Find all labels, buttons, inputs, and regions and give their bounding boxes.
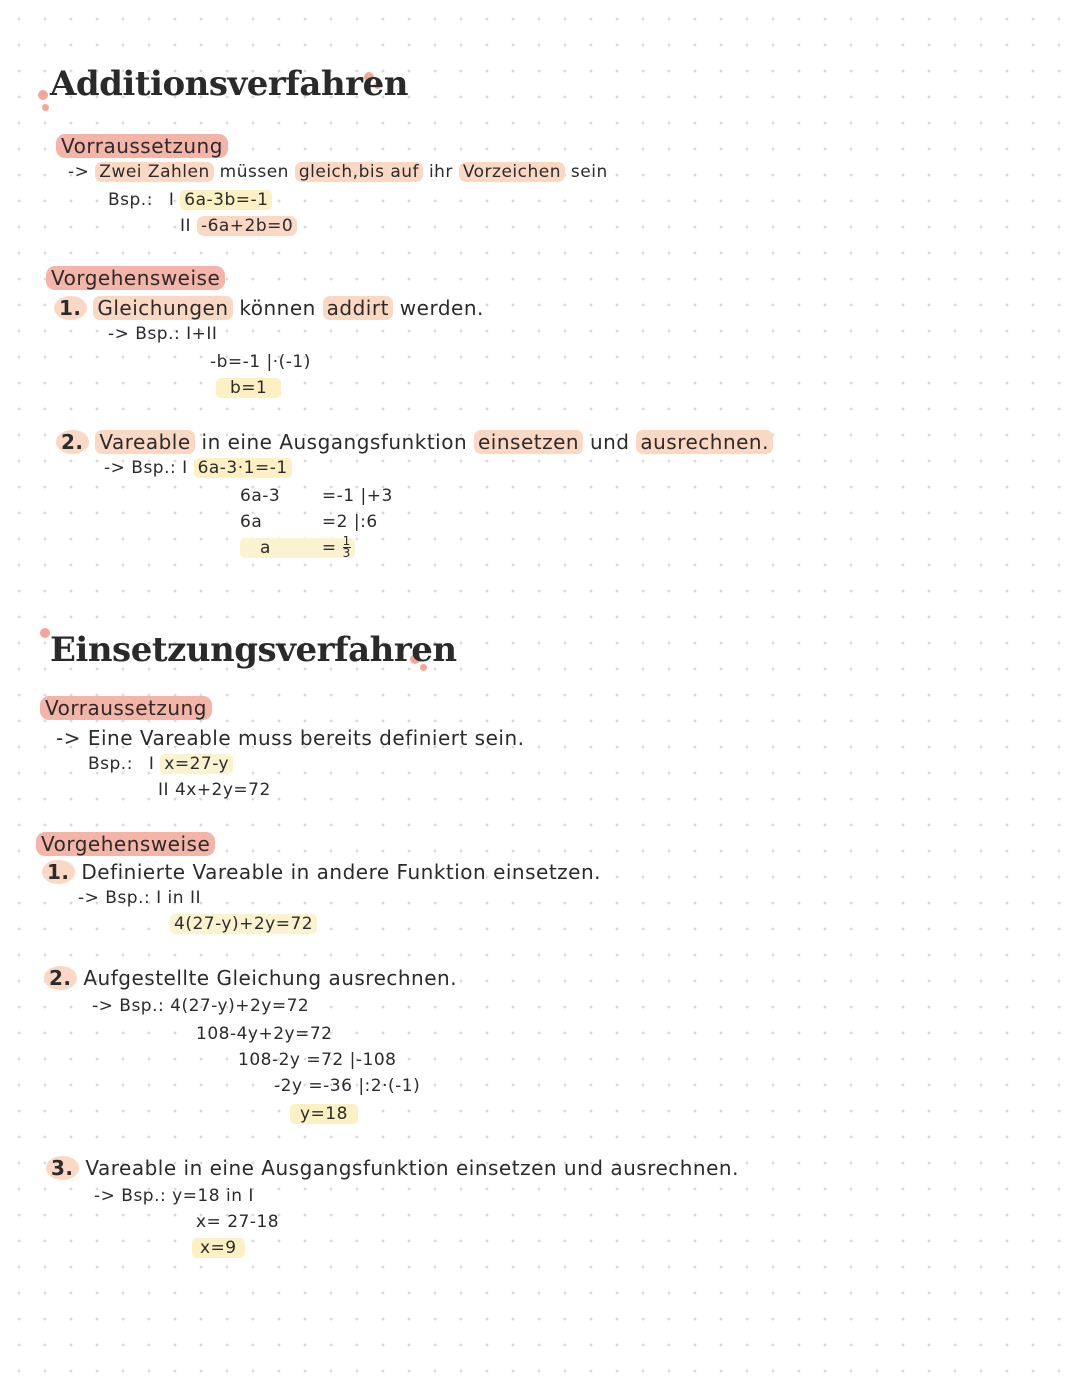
rhs: =2 |:6 [321, 512, 378, 532]
heading-label: Vorgehensweise [36, 832, 215, 856]
step-text: Definierte Vareable in andere Funktion einsetzen. [81, 860, 602, 884]
equation-number: I [148, 754, 155, 774]
addition-step2 [56, 430, 773, 454]
addition-step1-line2 [216, 378, 281, 398]
lhs: a [260, 537, 271, 558]
addition-step2-example [104, 458, 292, 478]
text-part: Vareable [95, 430, 194, 454]
addition-precondition-text [68, 162, 608, 182]
equation-number: II [158, 780, 170, 800]
equation-number: I [168, 190, 175, 210]
text-part: werden. [399, 296, 484, 320]
equation: 4x+2y=72 [174, 780, 271, 800]
arrow: -> [68, 162, 90, 182]
substitution-step2 [44, 966, 457, 990]
substitution-precondition-heading [40, 696, 212, 720]
decor-dot [40, 628, 50, 638]
text-part: sein [570, 162, 608, 182]
substitution-step2-line2: 108-2y =72 |-108 [238, 1050, 397, 1070]
text-part: müssen [219, 162, 289, 182]
addition-step2-line2 [240, 512, 378, 532]
addition-step1-example: -> Bsp.: I+II [108, 324, 218, 344]
equation: 4(27-y)+2y=72 [170, 914, 317, 934]
rhs: =-1 |+3 [321, 486, 393, 506]
text-part: und [589, 430, 630, 454]
heading-label: Vorraussetzung [56, 134, 228, 158]
section-title-substitution: Einsetzungsverfahren [50, 630, 457, 670]
equation: x=27-y [160, 754, 233, 774]
text-part: ihr [428, 162, 453, 182]
example-label: -> Bsp.: I [104, 458, 188, 478]
substitution-example-eq1 [88, 754, 233, 774]
fraction [343, 536, 351, 559]
heading-label: Vorgehensweise [46, 266, 225, 290]
substitution-example-eq2 [158, 780, 271, 800]
result [240, 534, 355, 560]
substitution-step3-line2 [192, 1238, 245, 1258]
substitution-step3-example: -> Bsp.: y=18 in I [94, 1186, 254, 1206]
text-part: einsetzen [474, 430, 583, 454]
section-title-addition: Additionsverfahren [50, 64, 408, 104]
substitution-step3 [46, 1156, 739, 1180]
decor-dot [38, 90, 48, 100]
substitution-step2-line4 [290, 1104, 358, 1124]
substitution-procedure-heading [36, 832, 215, 856]
substitution-step2-line3: -2y =-36 |:2·(-1) [274, 1076, 421, 1096]
addition-step1-line1: -b=-1 |·(-1) [210, 352, 311, 372]
substitution-step1-example: -> Bsp.: I in II [78, 888, 201, 908]
result: b=1 [216, 378, 281, 398]
text-part: Zwei Zahlen [95, 162, 213, 182]
rhs: = [321, 537, 337, 558]
fraction-numerator: 1 [342, 534, 351, 548]
decor-dot [42, 104, 49, 111]
text-part: addirt [323, 296, 393, 320]
result: y=18 [290, 1104, 358, 1124]
substitution-step2-example: -> Bsp.: 4(27-y)+2y=72 [92, 996, 310, 1016]
substitution-step2-line1: 108-4y+2y=72 [196, 1024, 333, 1044]
addition-procedure-heading [46, 266, 225, 290]
addition-example-eq2 [180, 216, 297, 236]
fraction-denominator: 3 [342, 546, 351, 560]
substitution-precondition-text: -> Eine Vareable muss bereits definiert sein. [56, 726, 525, 750]
example-label: Bsp.: [88, 754, 133, 774]
substitution-step3-line1: x= 27-18 [196, 1212, 280, 1232]
equation-number: II [180, 216, 192, 236]
substitution-step1-equation [170, 914, 317, 934]
text-part: können [239, 296, 316, 320]
lhs: 6a [240, 512, 263, 532]
equation: -6a+2b=0 [197, 216, 297, 236]
step-text: Aufgestellte Gleichung ausrechnen. [83, 966, 458, 990]
text-part: Vorzeichen [459, 162, 565, 182]
lhs: 6a-3 [240, 486, 281, 506]
text-part: Gleichungen [93, 296, 232, 320]
example-label: Bsp.: [108, 190, 153, 210]
result: x=9 [192, 1238, 245, 1258]
addition-step1 [54, 296, 484, 320]
step-number: 1. [42, 860, 75, 884]
text-part: in eine Ausgangsfunktion [201, 430, 468, 454]
substitution-step1 [42, 860, 601, 884]
step-number: 2. [44, 966, 77, 990]
addition-step2-line3 [240, 536, 355, 559]
text-part: gleich,bis auf [295, 162, 423, 182]
addition-precondition-heading [56, 134, 228, 158]
text-part: ausrechnen. [636, 430, 773, 454]
equation: 6a-3b=-1 [180, 190, 272, 210]
addition-step2-line1 [240, 486, 393, 506]
equation: 6a-3·1=-1 [194, 458, 292, 478]
step-text: Vareable in eine Ausgangsfunktion einsetzen und ausrechnen. [85, 1156, 739, 1180]
addition-example-eq1 [108, 190, 272, 210]
step-number: 2. [56, 430, 89, 454]
heading-label: Vorraussetzung [40, 696, 212, 720]
step-number: 3. [46, 1156, 79, 1180]
step-number: 1. [54, 296, 87, 320]
